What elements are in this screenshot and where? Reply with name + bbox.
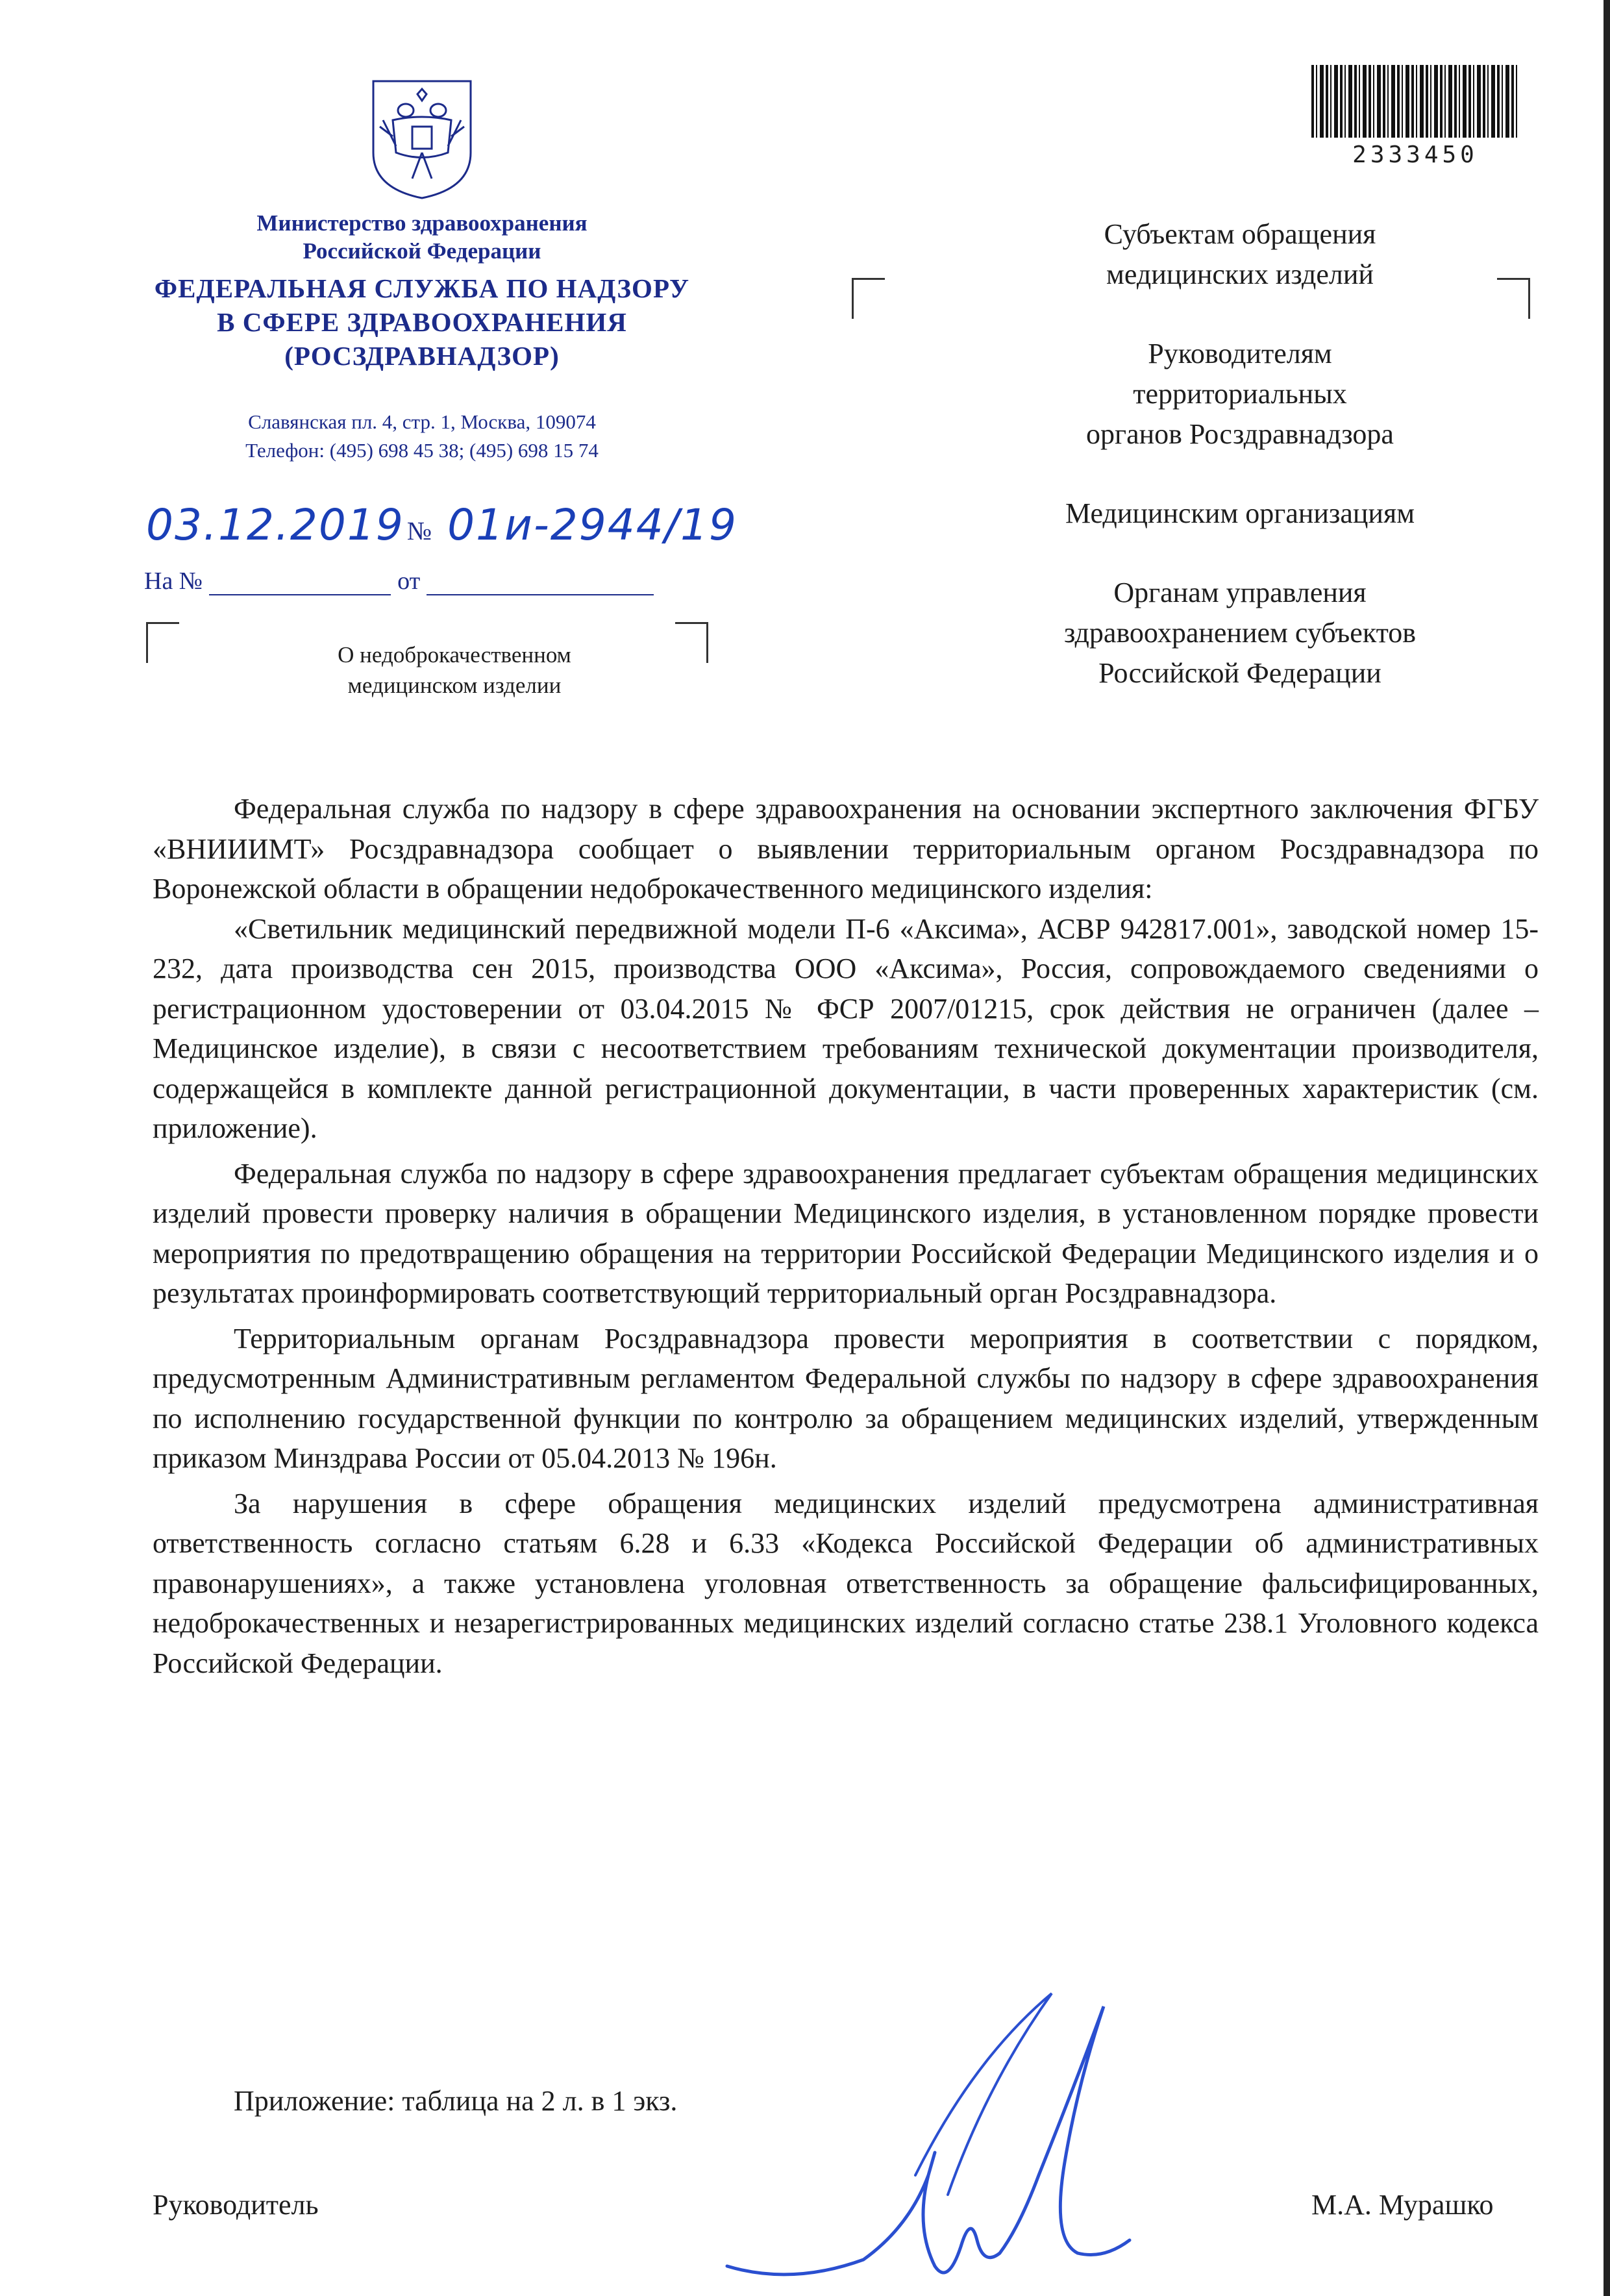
letterhead <box>130 209 714 465</box>
body-paragraph-3: Федеральная служба по надзору в сфере здравоохранения предлагает субъектам обращения медицинских изделий провести проверку наличия в обращении Медицинского изделия, в установленном порядке провести мероприятия по предотвращению обращения на территории Российской Федерации Медицинского изделия и о результатах проинформировать соответствующий территориальный орган Росздравнадзора. <box>153 1157 1539 1309</box>
handwritten-signature <box>714 1980 1208 2292</box>
recipient-3 <box>896 493 1584 534</box>
recipient-4-line1: Органам управления <box>1113 577 1367 608</box>
service-name-line2: В СФЕРЕ ЗДРАВООХРАНЕНИЯ <box>217 307 627 337</box>
subject-bracket-left <box>146 622 179 663</box>
letter-date: 03.12.2019 <box>146 500 404 550</box>
recipients <box>896 214 1584 732</box>
ref-number-blank <box>209 575 391 595</box>
service-name-line1: ФЕДЕРАЛЬНАЯ СЛУЖБА ПО НАДЗОРУ <box>154 273 690 303</box>
ref-prefix: На № <box>144 568 203 595</box>
recipients-bracket-left <box>852 278 885 319</box>
double-headed-eagle-emblem-icon <box>367 75 477 202</box>
body-paragraph-5: За нарушения в сфере обращения медицинских изделий предусмотрена административная ответственность согласно статьям 6.28 и 6.33 «Кодекса Российской Федерации об административных правонарушениях», а также установлена уголовная ответственность за обращение фальсифицированных, недоброкачественных и незарегистрированных медицинских изделий согласно статье 238.1 Уголовного кодекса Российской Федерации. <box>153 1487 1539 1679</box>
subject-line1: О недоброкачественном <box>338 642 571 668</box>
subject <box>260 640 649 701</box>
subject-line2: медицинском изделии <box>347 673 562 698</box>
recipient-2 <box>896 334 1584 455</box>
address: Славянская пл. 4, стр. 1, Москва, 109074 <box>248 410 596 433</box>
body-paragraph-2: «Светильник медицинский передвижной модели П-6 «Аксима», АСВР 942817.001», заводской номер 15-232, дата производства сен 2015, производства ООО «Аксима», Россия, сопровождаемого сведениями о регистрационном удостоверении от 03.04.2015 № ФСР 2007/01215, срок действия не ограничен (далее – Медицинское изделие), в связи с несоответствием требованиям технической документации производителя, содержащейся в комплекте данной регистрационной документации, в части проверенных характеристик (см. приложение). <box>153 912 1539 1144</box>
recipient-3-line1: Медицинским организациям <box>1065 497 1415 529</box>
barcode <box>1311 65 1519 169</box>
letter-body <box>153 789 1539 1688</box>
phone: Телефон: (495) 698 45 38; (495) 698 15 74 <box>245 439 599 462</box>
scan-edge <box>1604 0 1610 2296</box>
signer-name: М.А. Мурашко <box>1311 2189 1494 2221</box>
recipient-2-line2: территориальных <box>1133 378 1347 410</box>
recipient-2-line1: Руководителям <box>1148 338 1332 369</box>
signer-role: Руководитель <box>153 2189 319 2221</box>
letter-number: 01и-2944/19 <box>447 500 737 550</box>
number-sign: № <box>406 516 432 545</box>
ref-date-blank <box>427 575 654 595</box>
body-paragraph-4: Территориальным органам Росздравнадзора провести мероприятия в соответствии с порядком, предусмотренным Административным регламентом Федеральной службы по надзору в сфере здравоохранения по исполнению государственной функции по контролю за обращением медицинских изделий, утвержденным приказом Минздрава России от 05.04.2013 № 196н. <box>153 1322 1539 1474</box>
barcode-bars <box>1311 65 1519 138</box>
barcode-number: 2333450 <box>1352 142 1478 168</box>
service-name-line3: (РОСЗДРАВНАДЗОР) <box>284 341 560 371</box>
ref-from-label: от <box>397 568 421 595</box>
recipient-1 <box>896 214 1584 295</box>
recipient-4-line3: Российской Федерации <box>1098 657 1381 689</box>
recipient-4 <box>896 573 1584 693</box>
recipient-4-line2: здравоохранением субъектов <box>1063 617 1417 649</box>
body-paragraph-1: Федеральная служба по надзору в сфере здравоохранения на основании экспертного заключения ФГБУ «ВНИИИМТ» Росздравнадзора сообщает о выявлении территориальным органом Росздравнадзора по Воронежской области в обращении недоброкачественного медицинского изделия: <box>153 793 1539 905</box>
subject-bracket-right <box>675 622 708 663</box>
recipient-2-line3: органов Росздравнадзора <box>1086 418 1394 450</box>
attachment-note: Приложение: таблица на 2 л. в 1 экз. <box>234 2085 678 2117</box>
recipient-1-line1: Субъектам обращения <box>1104 218 1376 250</box>
ministry-name-line1: Министерство здравоохранения <box>256 210 588 236</box>
ministry-name-line2: Российской Федерации <box>303 238 541 264</box>
reference-line <box>144 567 728 595</box>
recipient-1-line2: медицинских изделий <box>1106 258 1374 290</box>
registration-line <box>146 500 821 571</box>
